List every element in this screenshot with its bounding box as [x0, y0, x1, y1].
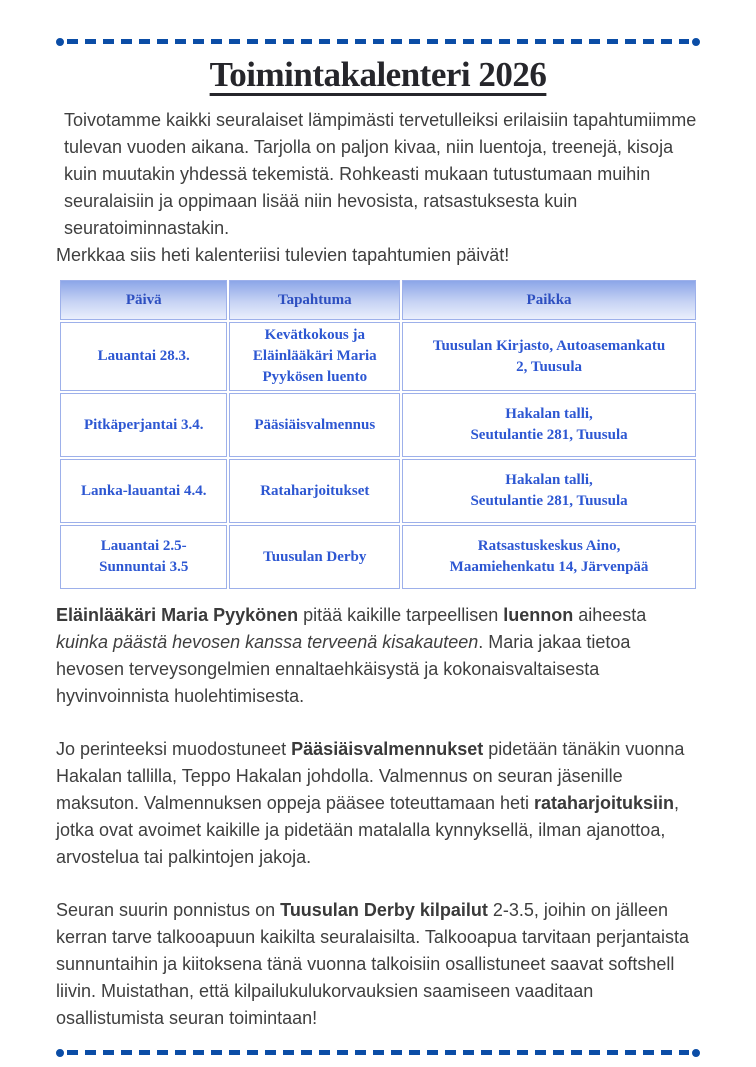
- dashed-line: [67, 39, 689, 44]
- dashed-line: [67, 1050, 689, 1055]
- ring-icon-right: [692, 1049, 700, 1057]
- intro-paragraph: Toivotamme kaikki seuralaiset lämpimästi tervetulleiksi erilaisiin tapahtumiimme tulevan vuoden aikana. Tarjolla on paljon kivaa, niin luentoja, treenejä, kisoja kuin muutakin yhdessä tekemistä. Rohkeasti mukaan tutustumaan muihin seuralaisiin ja oppimaan lisää niin hevosista, ratsastuksesta kuin seuratoiminnastakin.: [64, 110, 697, 238]
- ring-icon-left: [56, 38, 64, 46]
- events-table: [58, 278, 698, 591]
- cell-paiva: Lauantai 28.3.: [60, 322, 227, 391]
- dashed-rule-bottom: [56, 1045, 700, 1060]
- table-row: [60, 393, 696, 457]
- cell-tapahtuma: Pääsiäisvalmennus: [229, 393, 400, 457]
- cell-tapahtuma: Kevätkokous ja Eläinlääkäri Maria Pyykösen luento: [229, 322, 400, 391]
- table-header-row: [60, 280, 696, 320]
- table-row: [60, 459, 696, 523]
- derby-paragraph: Seuran suurin ponnistus on Tuusulan Derby kilpailut 2-3.5, joihin on jälleen kerran tarve talkooapuun kaikilta seuralaisilta. Talkooapua tarvitaan perjantaista sunnuntaihin ja kiitoksena tänä vuonna talkoisiin osallistuneet saavat softshell liivin. Muistathan, että kilpailukulukorvauksien saamiseen vaaditaan osallistumista seuran toimintaan!: [56, 900, 690, 1028]
- cell-paiva: Lauantai 2.5- Sunnuntai 3.5: [60, 525, 227, 589]
- ring-icon-right: [692, 38, 700, 46]
- cell-paiva: Pitkäperjantai 3.4.: [60, 393, 227, 457]
- calendar-callout: Merkkaa siis heti kalenteriisi tulevien tapahtumien päivät!: [56, 245, 510, 265]
- column-header-tapahtuma: Tapahtuma: [229, 280, 400, 320]
- page-title: Toimintakalenteri 2026: [209, 55, 547, 94]
- cell-paiva: Lanka-lauantai 4.4.: [60, 459, 227, 523]
- table-row: [60, 322, 696, 391]
- cell-paikka: Tuusulan Kirjasto, Autoasemankatu 2, Tuusula: [402, 322, 696, 391]
- cell-tapahtuma: Tuusulan Derby: [229, 525, 400, 589]
- column-header-paiva: Päivä: [60, 280, 227, 320]
- training-paragraph: Jo perinteeksi muodostuneet Pääsiäisvalmennukset pidetään tänäkin vuonna Hakalan tallilla, Teppo Hakalan johdolla. Valmennus on seuran jäsenille maksuton. Valmennuksen oppeja pääsee toteuttamaan heti rataharjoituksiin, jotka ovat avoimet kaikille ja pidetään matalalla kynnyksellä, ilman ajanottoa, arvostelua tai palkintojen jakoja.: [56, 739, 685, 867]
- lecture-paragraph: Eläinlääkäri Maria Pyykönen pitää kaikille tarpeellisen luennon aiheesta kuinka päästä hevosen kanssa terveenä kisakauteen. Maria jakaa tietoa hevosen terveysongelmien ennaltaehkäisystä ja kokonaisvaltaisesta hyvinvoinnista huolehtimisesta.: [56, 605, 647, 706]
- cell-paikka: Hakalan talli, Seutulantie 281, Tuusula: [402, 393, 696, 457]
- table-row: [60, 525, 696, 589]
- column-header-paikka: Paikka: [402, 280, 696, 320]
- cell-paikka: Ratsastuskeskus Aino, Maamiehenkatu 14, Järvenpää: [402, 525, 696, 589]
- dashed-rule-top: [56, 34, 700, 49]
- cell-paikka: Hakalan talli, Seutulantie 281, Tuusula: [402, 459, 696, 523]
- cell-tapahtuma: Rataharjoitukset: [229, 459, 400, 523]
- ring-icon-left: [56, 1049, 64, 1057]
